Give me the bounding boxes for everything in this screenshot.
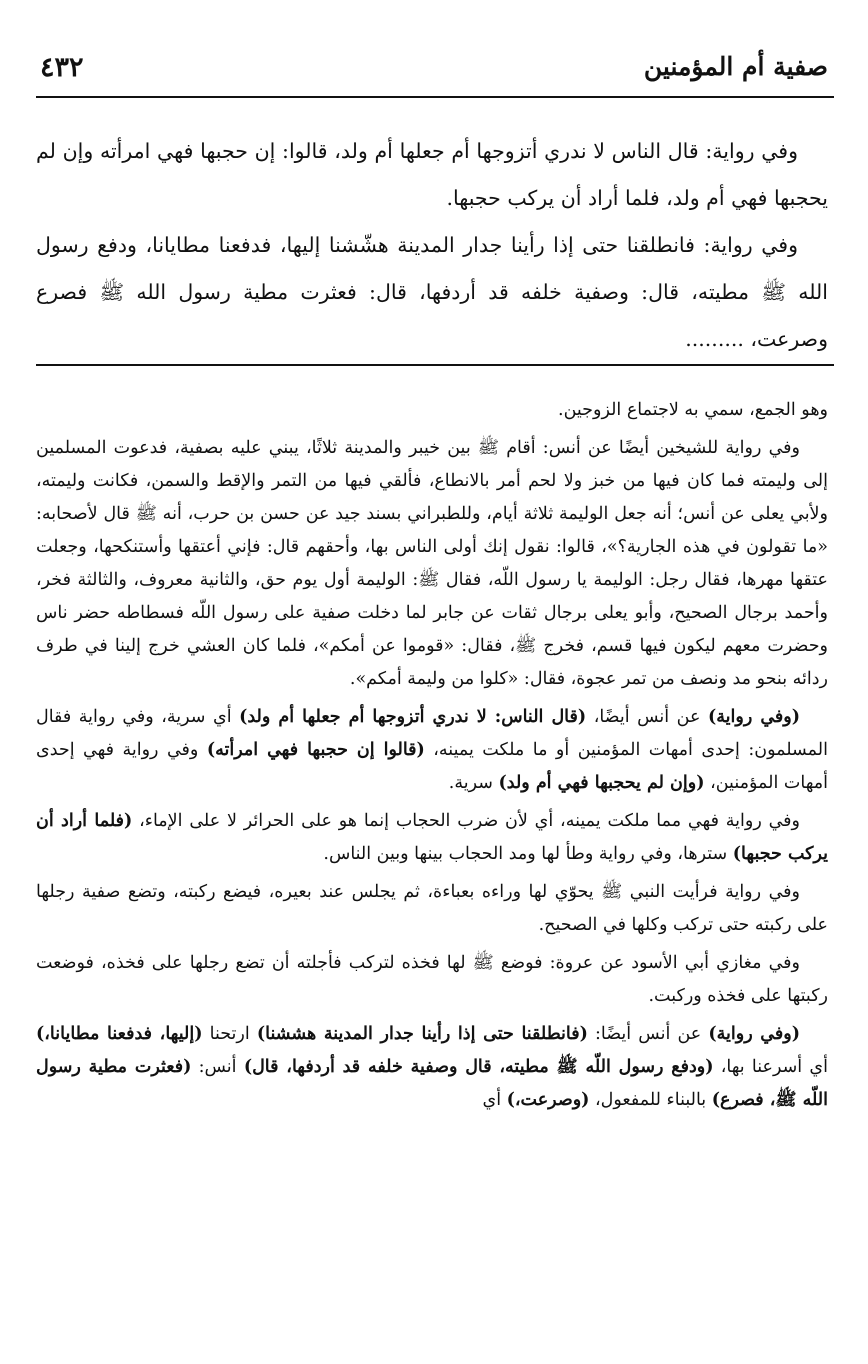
commentary-text-span: أنس: <box>191 1057 244 1077</box>
quoted-matn: (وإن لم يحجبها فهي أم ولد) <box>498 773 705 793</box>
quoted-matn: (وفي رواية) <box>707 707 801 727</box>
hadith-paragraph: وفي رواية: فانطلقنا حتى إذا رأينا جدار المدينة هشّشنا إليها، فدفعنا مطايانا، ودفع رسول الله ﷺ مطيته، قال: وصفية خلفه قد أردفها، قال: فعثرت مطية رسول الله ﷺ فصرع وصرعت، ......... <box>36 233 828 351</box>
commentary-text-span: سرية. <box>448 773 499 793</box>
commentary-paragraph <box>36 805 828 871</box>
commentary-text-span: أي أسرعنا بها، <box>713 1057 828 1077</box>
commentary-text <box>36 394 828 1122</box>
commentary-text-span: وفي مغازي أبي الأسود عن عروة: فوضع ﷺ لها فخذه لتركب فأجلته أن تضع رجلها على فخذه، فوضعت ركبتها على فخذه وركبت. <box>36 953 828 1006</box>
commentary-text-span: ارتحنا <box>202 1024 257 1044</box>
commentary-paragraph <box>36 947 828 1013</box>
commentary-text-span: بالبناء للمفعول، <box>589 1090 712 1110</box>
commentary-paragraph <box>36 701 828 800</box>
quoted-matn: (وفي رواية) <box>708 1024 800 1044</box>
commentary-text-span: عن أنس أيضًا، <box>586 707 708 727</box>
commentary-text-span: وفي رواية فهي إحدى أمهات المؤمنين، <box>36 740 828 793</box>
quoted-matn: (وصرعت،) <box>506 1090 590 1110</box>
commentary-paragraph <box>36 876 828 942</box>
quoted-matn: (فعثرت مطية رسول اللّه ﷺ، فصرع) <box>36 1057 828 1110</box>
commentary-text-span: وفي رواية للشيخين أيضًا عن أنس: أقام ﷺ بين خيبر والمدينة ثلاثًا، يبني عليه بصفية، فدعوت المسلمين إلى وليمته فما كان فيها من خبز ولا لحم أمر بالانطاع، فألقي فيها من التمر والإقط والسمن، فكانت وليمته، ولأبي يعلى عن أنس؛ أنه جعل الوليمة ثلاثة أيام، وللطبراني بسند جيد عن حسن بن حرب، أنه ﷺ قال لأصحابه: «ما تقولون في هذه الجارية؟»، قالوا: نقول إنك أولى الناس بها، وأحقهم قال: فإني أعتقها وأستنكحها، وجعلت عتقها مهرها، فقال رجل: الوليمة يا رسول اللّه، فقال ﷺ: الوليمة أول يوم حق، والثانية معروف، والثالثة فخر، وأحمد برجال الصحيح، وأبو يعلى برجال ثقات عن جابر لما دخلت صفية على رسول اللّه فسطاطه حضر ناس وحضرت معهم ليكون فيها قسم، فخرج ﷺ، فقال: «قوموا عن أمكم»، فلما كان العشي خرج إلينا في طرف ردائه بنحو مد ونصف من تمر عجوة، فقال: «كلوا من وليمة أمكم». <box>36 438 828 689</box>
section-divider <box>36 364 834 366</box>
quoted-matn: (إليها، فدفعنا مطايانا،) <box>36 1024 203 1044</box>
commentary-paragraph <box>36 432 828 696</box>
quoted-matn: (قال الناس: لا ندري أتزوجها أم جعلها أم ولد) <box>239 707 587 727</box>
quoted-matn: (ودفع رسول اللّه ﷺ مطيته، قال وصفية خلفه قد أردفها، قال) <box>243 1057 714 1077</box>
hadith-text <box>36 128 828 363</box>
commentary-text-span: عن أنس أيضًا: <box>587 1024 709 1044</box>
quoted-matn: (قالوا إن حجبها فهي امرأته) <box>206 740 425 760</box>
page-title: صفية أم المؤمنين <box>643 52 828 81</box>
quoted-matn: (فلما أراد أن يركب حجبها) <box>36 811 828 864</box>
page-header <box>40 52 828 88</box>
commentary-text-span: وهو الجمع، سمي به لاجتماع الزوجين. <box>558 400 828 420</box>
commentary-text-span: أي سرية، وفي رواية فقال المسلمون: إحدى أمهات المؤمنين أو ما ملكت يمينه، <box>36 707 828 760</box>
commentary-text-span: وفي رواية فهي مما ملكت يمينه، أي لأن ضرب الحجاب إنما هو على الحرائر لا على الإماء، <box>132 811 800 831</box>
commentary-text-span: سترها، وفي رواية وطأ لها ومد الحجاب بينها وبين الناس. <box>323 844 733 864</box>
commentary-text-span: وفي رواية فرأيت النبي ﷺ يحوّي لها وراءه بعباءة، ثم يجلس عند بعيره، فيضع ركبته، وتضع صفية رجلها على ركبته حتى تركب وكلها في الصحيح. <box>36 882 828 935</box>
header-rule <box>36 96 834 98</box>
commentary-text-span: أي <box>482 1090 507 1110</box>
page-number: ٤٣٢ <box>40 52 84 83</box>
commentary-paragraph <box>36 394 828 427</box>
hadith-paragraph: وفي رواية: قال الناس لا ندري أتزوجها أم جعلها أم ولد، قالوا: إن حجبها فهي امرأته وإن لم يحجبها فهي أم ولد، فلما أراد أن يركب حجبها. <box>36 139 828 210</box>
commentary-paragraph <box>36 1018 828 1117</box>
quoted-matn: (فانطلقنا حتى إذا رأينا جدار المدينة هششنا) <box>256 1024 588 1044</box>
